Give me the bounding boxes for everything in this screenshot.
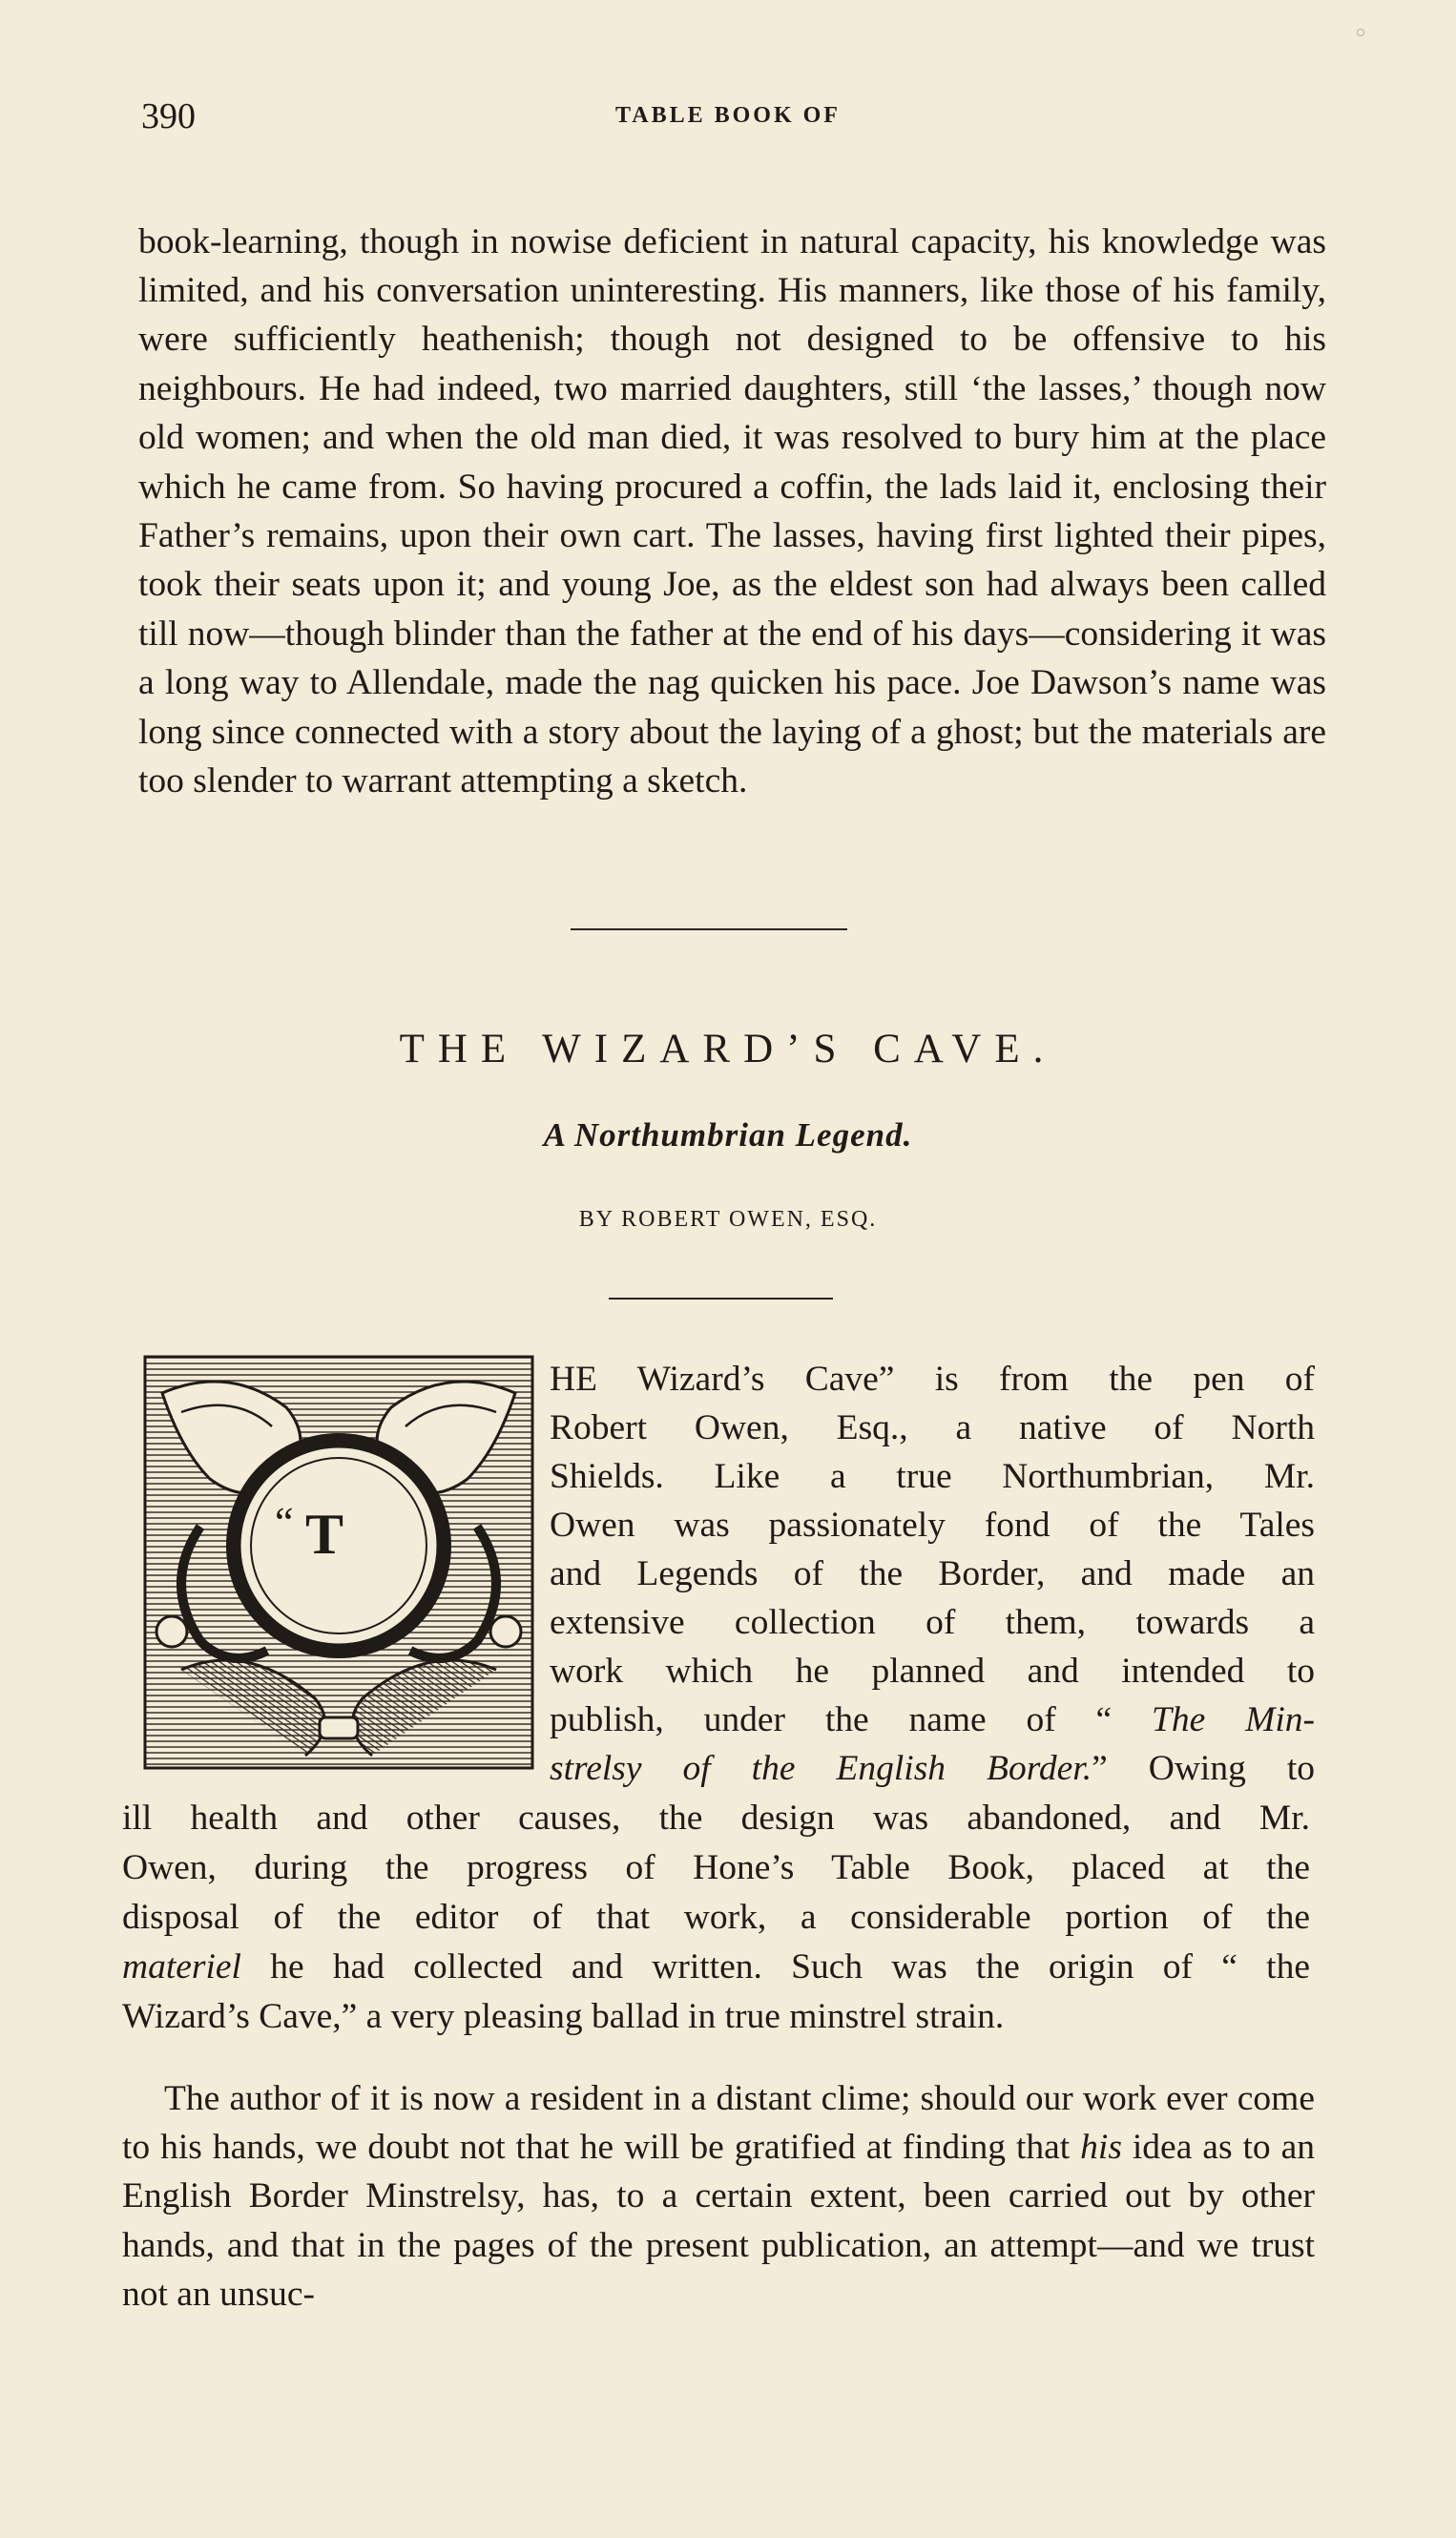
section-subtitle: A Northumbrian Legend. <box>543 1116 913 1154</box>
paragraph-2-line: work which he planned and intended to <box>550 1652 1315 1691</box>
section-divider-top <box>571 928 847 930</box>
running-head: TABLE BOOK OF <box>615 103 841 128</box>
section-divider-bottom <box>609 1298 833 1300</box>
paragraph-2-line <box>550 1695 1315 1744</box>
paragraph-2-line: disposal of the editor of that work, a considerable portion of the <box>122 1898 1310 1937</box>
paragraph-2-line <box>122 1943 1310 1991</box>
book-title-italic: The Min- <box>1152 1700 1315 1739</box>
paragraph-2-line: Shields. Like a true Northumbrian, Mr. <box>550 1457 1315 1496</box>
paragraph-2-line: Robert Owen, Esq., a native of North <box>550 1408 1315 1447</box>
paragraph-author-note <box>122 2074 1315 2320</box>
paragraph-2-text: he had collected and written. Such was the origin of “ the <box>270 1947 1310 1987</box>
paragraph-2-line: Owen, during the progress of Hone’s Table Book, placed at the <box>122 1848 1310 1887</box>
paragraph-2-line <box>550 1744 1315 1793</box>
his-italic: his <box>1080 2127 1122 2167</box>
paragraph-2-line: ill health and other causes, the design was abandoned, and Mr. <box>122 1799 1310 1838</box>
paragraph-2-text: ” Owing to <box>1092 1749 1315 1788</box>
paragraph-2-line: Owen was passionately fond of the Tales <box>550 1506 1315 1545</box>
paragraph-2-line: and Legends of the Border, and made an <box>550 1554 1315 1593</box>
paragraph-2-line: extensive collection of them, towards a <box>550 1603 1315 1642</box>
materiel-italic: materiel <box>122 1947 241 1987</box>
paragraph-3-text: idea as to an English Border Minstrelsy, has, to a certain extent, been carried out by other hands, and that in the pages of the present publication, an attempt—and we trust not an unsuc- <box>122 2127 1316 2315</box>
paragraph-2-text: publish, under the name of “ <box>550 1700 1113 1739</box>
paper-speck <box>1357 29 1364 36</box>
page-number: 390 <box>141 96 196 136</box>
section-title: THE WIZARD’S CAVE. <box>399 1027 1057 1071</box>
paragraph-2-line: Wizard’s Cave,” a very pleasing ballad in true minstrel strain. <box>122 1997 1005 2036</box>
author-byline: BY ROBERT OWEN, ESQ. <box>578 1207 878 1232</box>
dropcap-quote-mark: “ <box>275 1499 294 1546</box>
paragraph-joe-dawson: book-learning, though in nowise deficient in natural capacity, his knowledge was limited, and his conversation uninteresting. His manners, like those of his family, were sufficiently heathenish; though not designed to be offensive to his neighbours. He had indeed, two married daughters, still ‘the lasses,’ though now old women; and when the old man died, it was resolved to bury him at the place which he came from. So having procured a coffin, the lads laid it, enclosing their Father’s remains, upon their own cart. The lasses, having first lighted their pipes, took their seats upon it; and young Joe, as the eldest son had always been called till now—though blinder than the father at the end of his days—considering it was a long way to Allendale, made the nag quicken his pace. Joe Dawson’s name was long since connected with a story about the laying of a ghost; but the materials are too slender to warrant attempting a sketch. <box>138 221 1326 801</box>
paragraph-3-text: The author of it is now a resident in a distant clime; should our work ever come to his hands, we doubt not that he will be gratified at finding that <box>122 2078 1315 2167</box>
dropcap-letter: T <box>305 1503 344 1566</box>
paragraph-2-line: HE Wizard’s Cave” is from the pen of <box>550 1360 1315 1399</box>
book-title-italic: strelsy of the English Border. <box>550 1749 1092 1788</box>
